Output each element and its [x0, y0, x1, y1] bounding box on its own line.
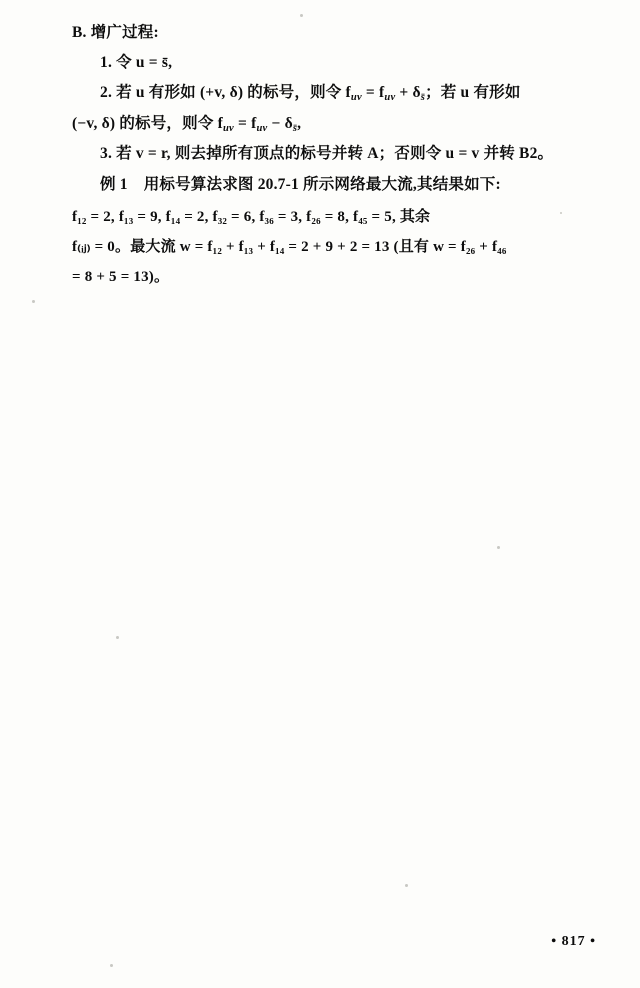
step-2 [72, 78, 596, 109]
step-1: 1. 令 u = s̄, [100, 54, 173, 72]
document-body [72, 18, 596, 292]
scan-speck [497, 546, 500, 549]
step-2-text-a-end: + δ [395, 84, 421, 102]
example-paragraph [72, 170, 596, 200]
step-2-sub-s-1: s̄ [420, 92, 426, 104]
step-2-text-b-end: − δ [267, 114, 293, 132]
scan-speck [405, 884, 408, 887]
step-2-continued [72, 109, 596, 140]
step-2-text-a: 2. 若 u 有形如 (+v, δ) 的标号，则令 f [100, 84, 351, 102]
scan-speck [110, 964, 113, 967]
formula-block [72, 202, 596, 292]
page-number: • 817 • [551, 934, 596, 949]
formula-line-1: f₁₂ = 2, f₁₃ = 9, f₁₄ = 2, f₃₂ = 6, f₃₆ = 3, f₂₆ = 8, f₄₅ = 5, 其余 [72, 208, 431, 225]
step-2-sub-uv-1: uv [350, 92, 362, 104]
step-2-text-a-mid: = f [361, 84, 385, 102]
step-2-text-b-mid: = f [233, 114, 257, 132]
formula-line-2: f₍ᵢⱼ₎ = 0。最大流 w = f₁₂ + f₁₃ + f₁₄ = 2 + 9 + 2 = 13 (且有 w = f₂₆ + f₄₆ [72, 238, 507, 255]
step-2-text-b: (−v, δ) 的标号，则令 f [72, 114, 223, 132]
step-2-text-b-tail: , [297, 114, 302, 132]
scan-speck [32, 300, 35, 303]
section-label: B. 增广过程: [72, 24, 159, 41]
formula-line-3: = 8 + 5 = 13)。 [72, 268, 170, 285]
step-2-sub-s-2: s̄ [292, 122, 298, 134]
example-label: 例 1 [100, 175, 128, 193]
step-2-text-a-tail: ；若 u 有形如 [425, 84, 521, 102]
step-3: 3. 若 v = r, 则去掉所有顶点的标号并转 A；否则令 u = v 并转 B2。 [100, 145, 554, 163]
example-text: 用标号算法求图 20.7-1 所示网络最大流,其结果如下: [143, 175, 501, 193]
scan-speck [560, 212, 562, 214]
step-2-sub-uv-4: uv [256, 122, 268, 134]
step-2-sub-uv-3: uv [222, 122, 234, 134]
step-2-sub-uv-2: uv [384, 92, 396, 104]
scan-speck [116, 636, 119, 639]
scan-speck [300, 14, 303, 17]
